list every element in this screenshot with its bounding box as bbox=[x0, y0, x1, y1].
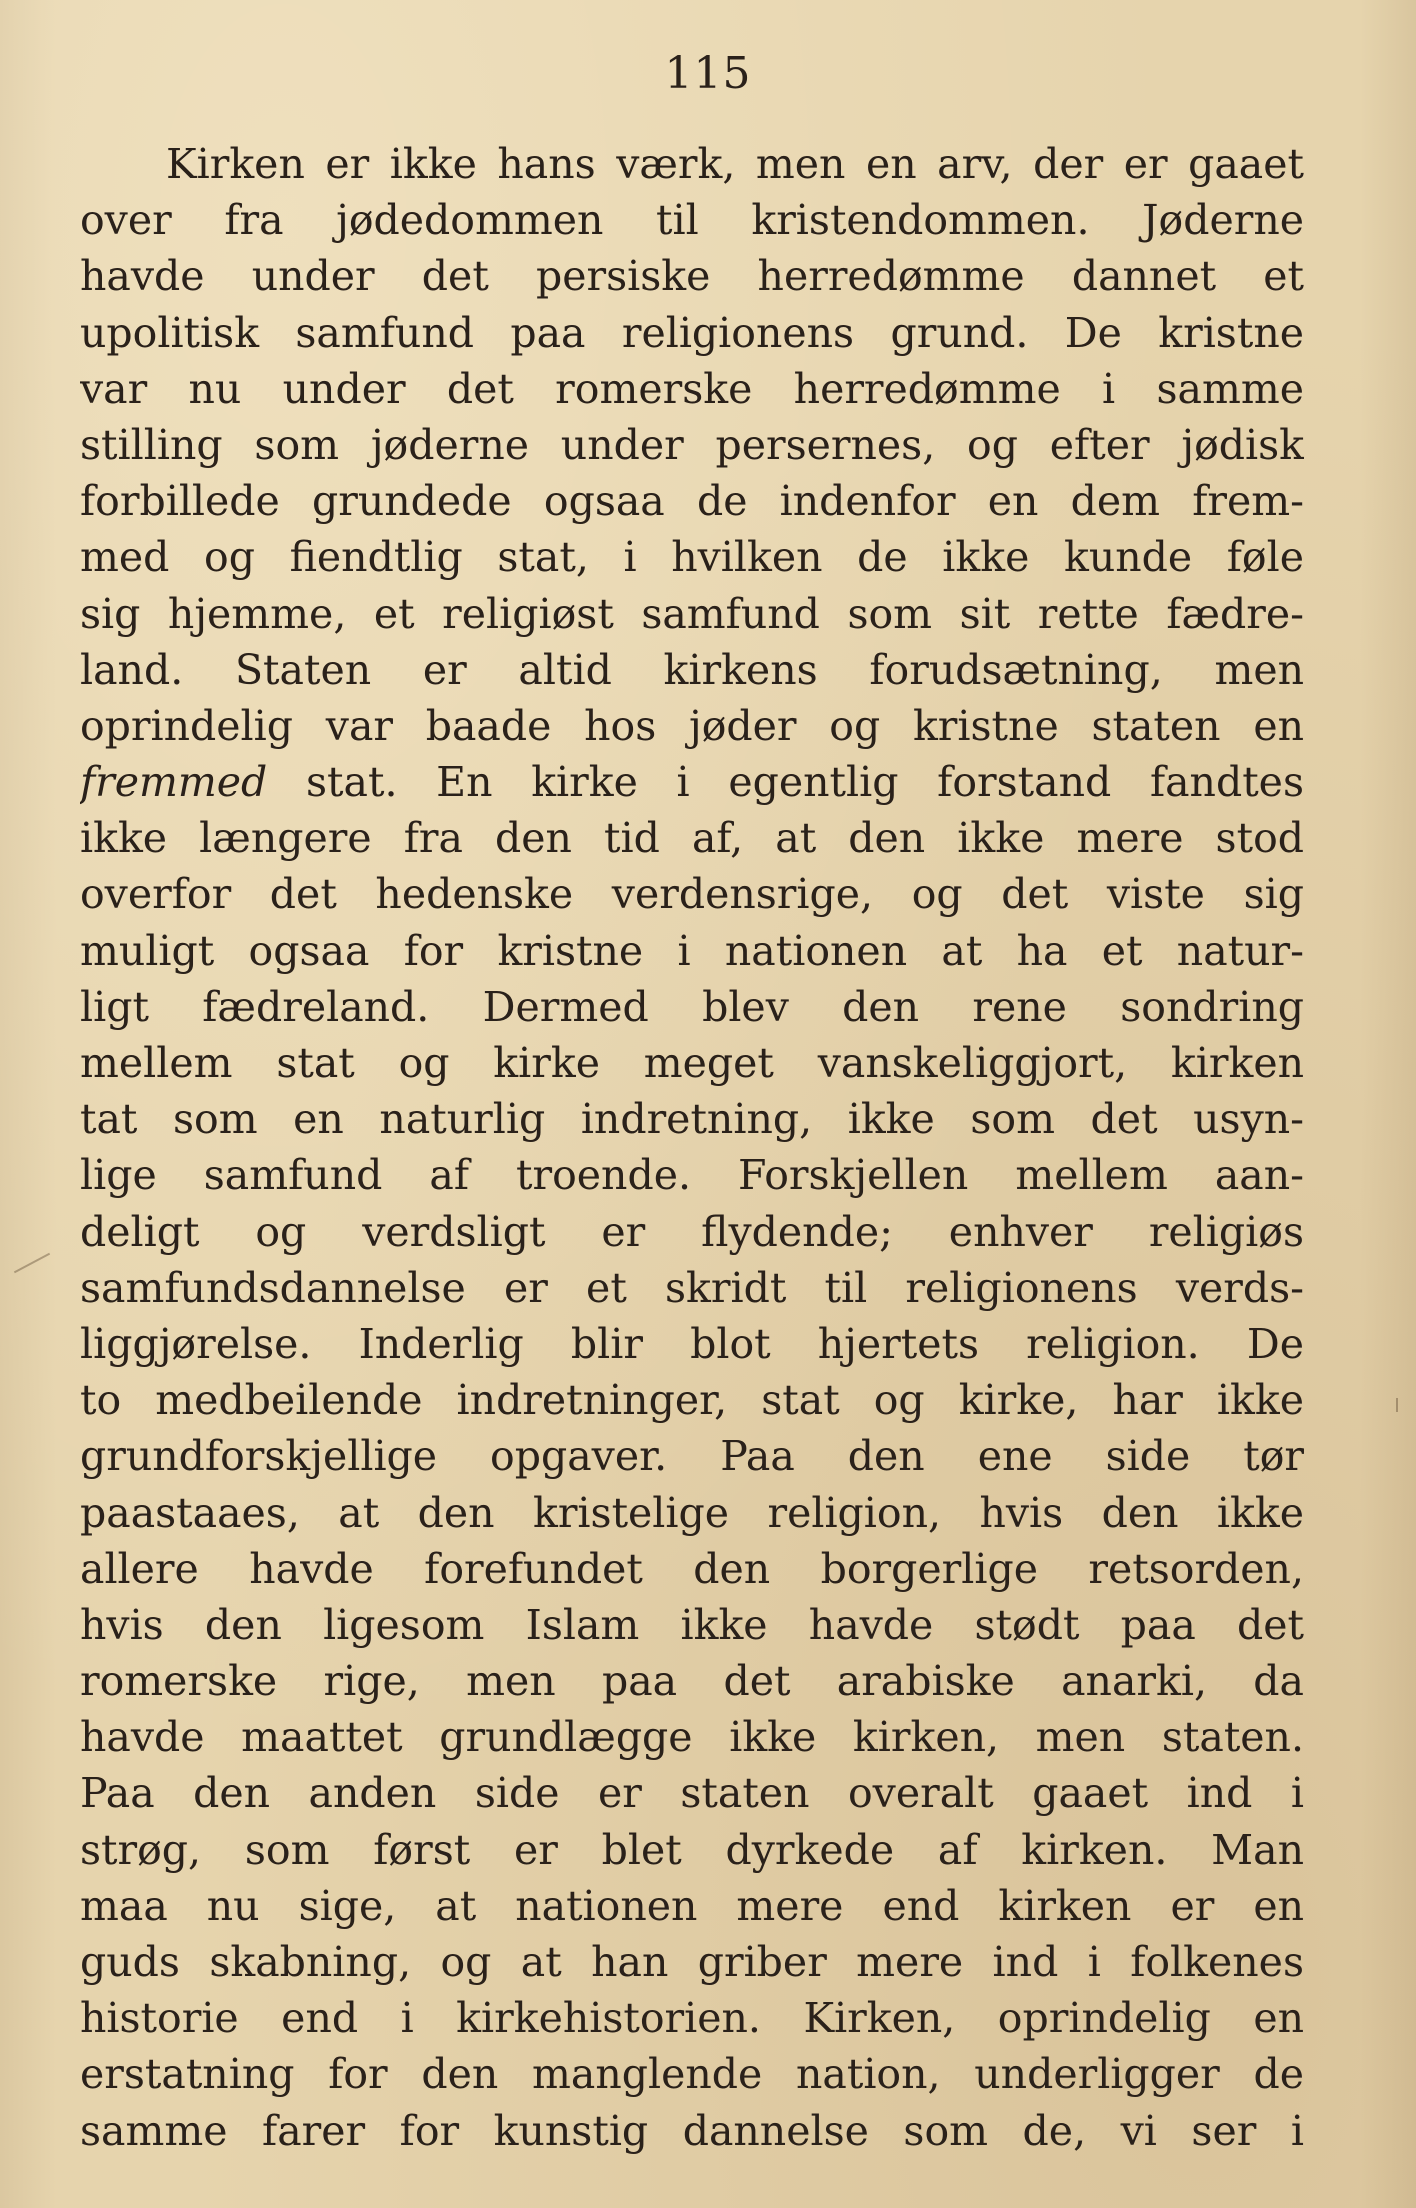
body-text bbox=[80, 136, 1304, 2159]
text-line: allere havde forefundet den borgerlige retsorden, bbox=[80, 1544, 1304, 1593]
text-line: deligt og verdsligt er flydende; enhver religiøs bbox=[80, 1207, 1304, 1256]
text-line: guds skabning, og at han griber mere ind i folkenes bbox=[80, 1938, 1304, 1986]
text-line: samfundsdannelse er et skridt til religionens verds- bbox=[80, 1263, 1304, 1312]
text-line: land. Staten er altid kirkens forudsætning, men bbox=[80, 645, 1304, 694]
text-line: var nu under det romerske herredømme i samme bbox=[80, 364, 1304, 413]
text-line: Kirken er ikke hans værk, men en arv, der er gaaet bbox=[166, 140, 1304, 188]
text-line: forbillede grundede ogsaa de indenfor en dem frem- bbox=[80, 477, 1304, 526]
margin-pencil-mark bbox=[1396, 1398, 1398, 1412]
text-line: hvis den ligesom Islam ikke havde stødt paa det bbox=[80, 1600, 1304, 1649]
text-line-with-italic bbox=[80, 754, 1304, 810]
text-line: erstatning for den manglende nation, underligger de bbox=[80, 2050, 1304, 2099]
text-line: muligt ogsaa for kristne i nationen at ha et natur- bbox=[80, 926, 1304, 975]
text-line: paastaaes, at den kristelige religion, hvis den ikke bbox=[80, 1488, 1304, 1537]
text-line-rest: stat. En kirke i egentlig forstand fandtes bbox=[306, 758, 1304, 807]
text-line: havde under det persiske herredømme dannet et bbox=[80, 252, 1304, 301]
text-line: mellem stat og kirke meget vanskeliggjort, kirken bbox=[80, 1039, 1304, 1087]
text-line: ligt fædreland. Dermed blev den rene sondring bbox=[80, 982, 1304, 1031]
text-line: ikke længere fra den tid af, at den ikke mere stod bbox=[80, 814, 1304, 863]
text-line: lige samfund af troende. Forskjellen mellem aan- bbox=[80, 1151, 1304, 1200]
text-line: Paa den anden side er staten overalt gaaet ind i bbox=[80, 1769, 1304, 1818]
text-line: sig hjemme, et religiøst samfund som sit rette fædre- bbox=[80, 589, 1304, 638]
text-line: romerske rige, men paa det arabiske anarki, da bbox=[80, 1657, 1304, 1706]
italic-word: fremmed bbox=[80, 758, 268, 807]
text-line: to medbeilende indretninger, stat og kirke, har ikke bbox=[80, 1376, 1304, 1425]
text-line: stilling som jøderne under persernes, og efter jødisk bbox=[80, 420, 1304, 469]
page-number: 115 bbox=[664, 48, 752, 99]
text-line: oprindelig var baade hos jøder og kristne staten en bbox=[80, 701, 1304, 750]
text-line: havde maattet grundlægge ikke kirken, men staten. bbox=[80, 1713, 1304, 1762]
text-line: liggjørelse. Inderlig blir blot hjertets religion. De bbox=[80, 1319, 1304, 1368]
margin-pencil-mark bbox=[14, 1253, 50, 1274]
text-line: tat som en naturlig indretning, ikke som det usyn- bbox=[80, 1095, 1304, 1144]
text-line: med og fiendtlig stat, i hvilken de ikke kunde føle bbox=[80, 533, 1304, 582]
text-line: over fra jødedommen til kristendommen. Jøderne bbox=[80, 196, 1304, 245]
text-line: strøg, som først er blet dyrkede af kirken. Man bbox=[80, 1825, 1304, 1874]
text-line: samme farer for kunstig dannelse som de, vi ser i bbox=[80, 2106, 1304, 2155]
text-line: upolitisk samfund paa religionens grund. De kristne bbox=[80, 308, 1304, 357]
text-line: historie end i kirkehistorien. Kirken, oprindelig en bbox=[80, 1994, 1304, 2043]
text-line: maa nu sige, at nationen mere end kirken er en bbox=[80, 1881, 1304, 1930]
text-line: grundforskjellige opgaver. Paa den ene side tør bbox=[80, 1432, 1304, 1481]
text-line: overfor det hedenske verdensrige, og det viste sig bbox=[80, 870, 1304, 919]
